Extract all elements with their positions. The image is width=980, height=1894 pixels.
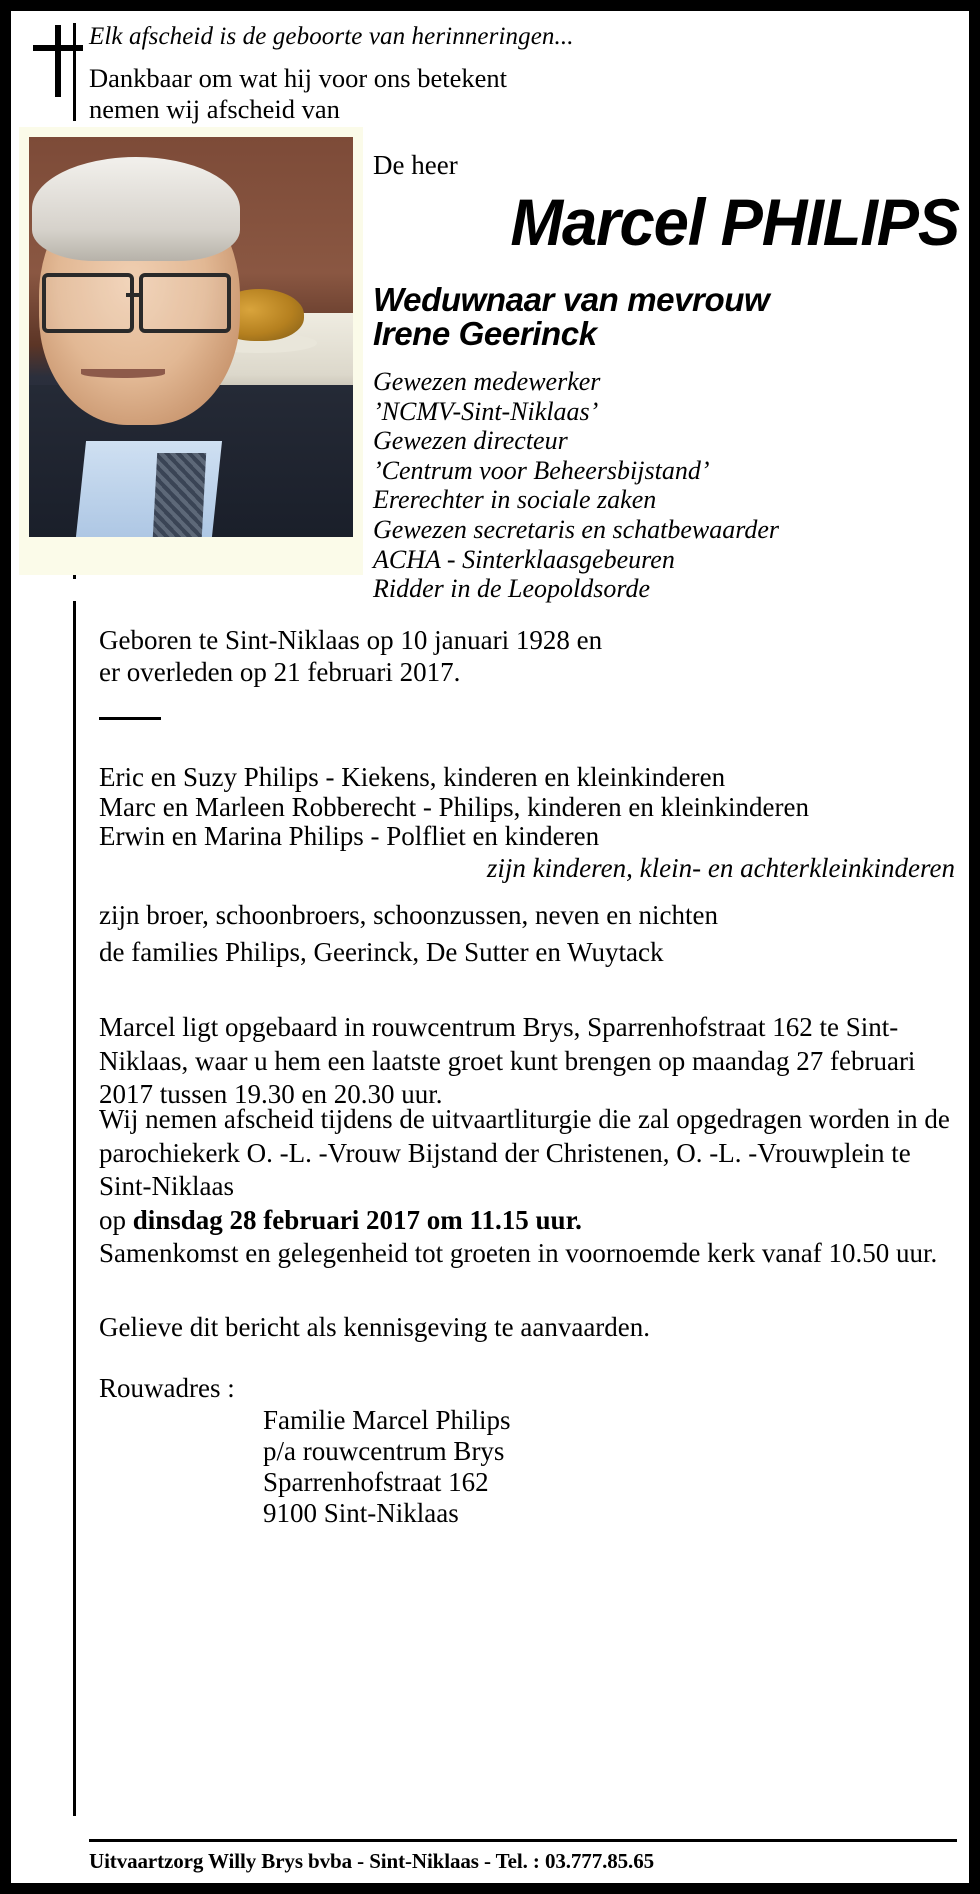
spouse-line-2: Irene Geerinck (373, 315, 597, 352)
credential-item: ’Centrum voor Beheersbijstand’ (373, 455, 710, 485)
kin-line-2: de families Philips, Geerinck, De Sutter en Wuytack (99, 937, 664, 967)
credential-item: Gewezen secretaris en schatbewaarder (373, 514, 780, 544)
thanks-line-1: Dankbaar om wat hij voor ons betekent (89, 63, 507, 93)
liturgy-paragraph (99, 1103, 957, 1271)
kin-block (99, 897, 718, 971)
credential-item: Gewezen medewerker (373, 367, 601, 396)
credential-item: Ererechter in sociale zaken (373, 485, 657, 515)
death-line: er overleden op 21 februari 2017. (99, 657, 461, 687)
photo-glasses-bridge (126, 293, 142, 297)
death-notice-inner-frame (9, 9, 971, 1885)
family-item: Erwin en Marina Philips - Polfliet en kinderen (99, 821, 600, 851)
family-item: Eric en Suzy Philips - Kiekens, kinderen en kleinkinderen (99, 762, 726, 792)
photo-hair (32, 157, 239, 261)
mourning-address-label: Rouwadres : (99, 1373, 235, 1403)
liturgy-datetime: dinsdag 28 februari 2017 om 11.15 uur. (132, 1204, 582, 1235)
descendants-line: zijn kinderen, klein- en achterkleinkinderen (486, 852, 955, 883)
spouse-block (373, 283, 959, 351)
family-item: Marc en Marleen Robberecht - Philips, kinderen en kleinkinderen (99, 791, 810, 822)
kin-line-1: zijn broer, schoonbroers, schoonzussen, neven en nichten (99, 900, 718, 930)
address-line: Familie Marcel Philips (263, 1405, 511, 1435)
photo-glasses-right-lens (139, 273, 231, 333)
thanks-block (89, 63, 507, 125)
credential-item: Gewezen directeur (373, 426, 568, 456)
address-line: 9100 Sint-Niklaas (263, 1498, 459, 1528)
birth-line: Geboren te Sint-Niklaas op 10 januari 1928 en (99, 625, 603, 655)
funeral-home-footer: Uitvaartzorg Willy Brys bvba - Sint-Niklaas - Tel. : 03.777.85.65 (89, 1849, 655, 1873)
footer-divider (89, 1839, 957, 1842)
vertical-rule-body (73, 601, 76, 1816)
portrait-photo-frame (19, 127, 363, 575)
vertical-rule-top (73, 23, 76, 121)
photo-glasses-left-lens (42, 273, 134, 333)
photo-smile (81, 369, 165, 378)
thanks-line-2: nemen wij afscheid van (89, 94, 340, 124)
liturgy-prefix: op (99, 1204, 133, 1235)
motto-text: Elk afscheid is de geboorte van herinneringen... (89, 23, 574, 50)
credential-item: ’NCMV-Sint-Niklaas’ (373, 396, 599, 426)
portrait-photo (29, 137, 353, 537)
spouse-line-1: Weduwnaar van mevrouw (373, 281, 770, 318)
liturgy-line-1: Wij nemen afscheid tijdens de uitvaartliturgie die zal opgedragen worden in de parochiekerk O. -L. -Vrouw Bijstand der Christenen, O. -L. -Vrouwplein te Sint-Niklaas (99, 1104, 950, 1201)
deceased-name: Marcel PHILIPS (510, 185, 959, 259)
credentials-list (373, 367, 779, 604)
address-line: p/a rouwcentrum Brys (263, 1436, 505, 1466)
wake-paragraph: Marcel ligt opgebaard in rouwcentrum Brys, Sparrenhofstraat 162 te Sint-Niklaas, waar u hem een laatste groet kunt brengen op maandag 27 februari 2017 tussen 19.30 en 20.30 uur. (99, 1012, 916, 1109)
christian-cross-icon (29, 25, 87, 97)
mourning-address-block (263, 1405, 510, 1529)
salutation: De heer (373, 150, 458, 180)
credential-item: ACHA - Sinterklaasgebeuren (373, 544, 675, 574)
cross-vertical-bar (55, 25, 61, 97)
address-line: Sparrenhofstraat 162 (263, 1467, 489, 1497)
family-list (99, 763, 957, 883)
liturgy-line-3: Samenkomst en gelegenheid tot groeten in voornoemde kerk vanaf 10.50 uur. (99, 1238, 938, 1268)
photo-tie (153, 453, 206, 537)
credential-item: Ridder in de Leopoldsorde (373, 574, 651, 604)
birth-death-block (99, 624, 602, 688)
section-divider (99, 717, 161, 720)
acknowledgement-line: Gelieve dit bericht als kennisgeving te aanvaarden. (99, 1312, 651, 1342)
